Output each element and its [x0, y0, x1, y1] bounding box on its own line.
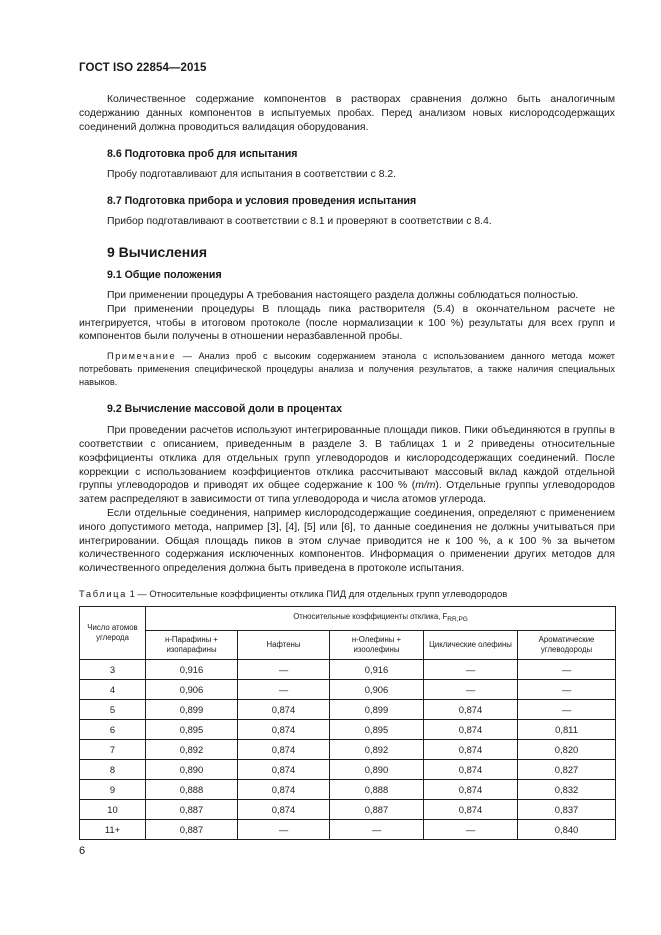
table-cell-value: —: [424, 679, 518, 699]
paragraph-8-7: Прибор подготавливают в соответствии с 8.1 и проверяют в соответствии с 8.4.: [107, 216, 492, 228]
table-cell-carbon-count: 5: [80, 699, 146, 719]
table-cell-value: 0,874: [424, 799, 518, 819]
table-cell-value: 0,890: [146, 759, 238, 779]
header-col-5: Ароматические углеводороды: [518, 630, 616, 659]
table-cell-value: 0,874: [238, 719, 330, 739]
table-cell-value: —: [518, 659, 616, 679]
intro-paragraph: Количественное содержание компонентов в растворах сравнения должно быть аналогичным содержанию данных компонентов в испытуемых пробах. Перед анализом новых кислородсодержащих соединений должна проводиться валидация оборудования.: [79, 94, 615, 133]
table-cell-value: 0,899: [146, 699, 238, 719]
table-cell-value: —: [238, 679, 330, 699]
table-caption-text: 1 — Относительные коэффициенты отклика ПИД для отдельных групп углеводородов: [126, 587, 508, 599]
table-cell-value: —: [424, 819, 518, 839]
table-cell-value: —: [424, 659, 518, 679]
table-cell-value: 0,832: [518, 779, 616, 799]
header-carbon-atoms: Число атомов углерода: [80, 606, 146, 659]
table-caption-label: Таблица: [79, 587, 127, 599]
mass-fraction-unit: m/m: [415, 480, 436, 492]
table-cell-value: 0,890: [330, 759, 424, 779]
page-content: [79, 93, 615, 840]
table-cell-value: —: [518, 699, 616, 719]
standard-header: ГОСТ ISO 22854—2015: [79, 62, 207, 74]
table-cell-value: —: [238, 659, 330, 679]
note-text: — Анализ проб с высоким содержанием этанола с использованием данного метода может потребовать применения специфической процедуры анализа и получения результатов, а также наличия специальных навыков.: [79, 351, 615, 388]
table-cell-value: 0,887: [330, 799, 424, 819]
table-row: [80, 799, 616, 819]
table-cell-carbon-count: 9: [80, 779, 146, 799]
table-cell-value: 0,892: [146, 739, 238, 759]
paragraph-9-2-a-part2: ). Отдельные группы углеводородов затем распределяют в зависимости от типа углеводорода и числа атомов углерода.: [79, 480, 615, 506]
paragraph-9-1-b: При применении процедуры В площадь пика растворителя (5.4) в окончательном расчете не интегрируется, чтобы в итоговом протоколе (после нормализации к 100 %) результаты для всех групп и компонентов были получены в отношении неразбавленной пробы.: [79, 303, 615, 343]
table-cell-value: 0,874: [238, 699, 330, 719]
paragraph-9-2-a: [79, 424, 615, 507]
header-col-2: Нафтены: [238, 630, 330, 659]
table-cell-value: 0,916: [330, 659, 424, 679]
table-cell-value: —: [518, 679, 616, 699]
table-cell-value: 0,874: [424, 739, 518, 759]
table-row: [80, 679, 616, 699]
header-response-factors: [146, 606, 616, 630]
table-row: [80, 819, 616, 839]
table-cell-carbon-count: 10: [80, 799, 146, 819]
heading-9: 9 Вычисления: [107, 243, 207, 260]
table-cell-value: 0,895: [330, 719, 424, 739]
table-caption: [79, 588, 615, 600]
table-cell-value: 0,820: [518, 739, 616, 759]
table-cell-value: 0,874: [424, 779, 518, 799]
table-cell-value: 0,874: [424, 699, 518, 719]
table-cell-carbon-count: 7: [80, 739, 146, 759]
table-row: [80, 779, 616, 799]
table-body: [80, 659, 616, 839]
heading-8-7: 8.7 Подготовка прибора и условия проведения испытания: [107, 195, 417, 208]
header-col-3: н-Олефины + изоолефины: [330, 630, 424, 659]
note-label: Примечание: [107, 351, 177, 362]
table-cell-value: 0,874: [238, 779, 330, 799]
table-cell-value: 0,906: [330, 679, 424, 699]
table-cell-value: 0,837: [518, 799, 616, 819]
table-cell-carbon-count: 4: [80, 679, 146, 699]
table-cell-value: 0,840: [518, 819, 616, 839]
table-cell-value: —: [330, 819, 424, 839]
table-row: [80, 739, 616, 759]
table-cell-value: 0,874: [424, 719, 518, 739]
page-number: 6: [79, 845, 86, 857]
table-row: [80, 659, 616, 679]
table-cell-value: —: [238, 819, 330, 839]
heading-9-2: 9.2 Вычисление массовой доли в процентах: [107, 403, 342, 416]
table-cell-carbon-count: 8: [80, 759, 146, 779]
table-cell-carbon-count: 6: [80, 719, 146, 739]
table-cell-value: 0,874: [238, 759, 330, 779]
table-cell-value: 0,874: [238, 799, 330, 819]
table-cell-value: 0,895: [146, 719, 238, 739]
paragraph-9-1-a: При применении процедуры А требования настоящего раздела должны соблюдаться полностью.: [107, 289, 579, 301]
table-cell-value: 0,887: [146, 819, 238, 839]
table-cell-value: 0,827: [518, 759, 616, 779]
header-col-4: Циклические олефины: [424, 630, 518, 659]
table-cell-value: 0,811: [518, 719, 616, 739]
table-cell-value: 0,874: [424, 759, 518, 779]
table-row: [80, 759, 616, 779]
table-cell-carbon-count: 3: [80, 659, 146, 679]
paragraph-8-6: Пробу подготавливают для испытания в соответствии с 8.2.: [107, 169, 397, 181]
header-response-factors-sub: RR,PG: [447, 616, 468, 624]
header-response-factors-text: Относительные коэффициенты отклика, F: [293, 612, 448, 622]
table-row: [80, 719, 616, 739]
note-9-1: [79, 350, 615, 389]
table-cell-value: 0,887: [146, 799, 238, 819]
table-cell-value: 0,899: [330, 699, 424, 719]
table-cell-value: 0,906: [146, 679, 238, 699]
table-cell-value: 0,888: [146, 779, 238, 799]
heading-9-1: 9.1 Общие положения: [107, 268, 222, 281]
table-row: [80, 699, 616, 719]
response-factor-table: [79, 606, 616, 840]
table-cell-carbon-count: 11+: [80, 819, 146, 839]
table-cell-value: 0,916: [146, 659, 238, 679]
paragraph-9-2-a-part1: При проведении расчетов используют интегрированные площади пиков. Пики объединяются в группы в соответствии с описанием, приведенным в разделе 3. В таблицах 1 и 2 приведены относительные коэффициенты отклика для отдельных групп углеводородов и кислородсодержащих соединений. После коррекции с использованием коэффициентов отклика рассчитывают массовый вклад каждой отдельной группы углеводородов и приводят их общее содержание к 100 % (: [79, 425, 615, 492]
paragraph-9-2-b: Если отдельные соединения, например кислородсодержащие соединения, определяют с применением иного допустимого метода, например [3], [4], [5] или [6], то данные соединения не должны учитываться при интегрировании. Общая площадь пиков в этом случае приводится не к 100 %, а к 100 % за вычетом количественного содержания исключенных компонентов. Информация о применении других методов для количественного определения должна быть приведена в протоколе испытания.: [79, 507, 615, 575]
header-col-1: н-Парафины + изопарафины: [146, 630, 238, 659]
heading-8-6: 8.6 Подготовка проб для испытания: [107, 148, 298, 161]
table-cell-value: 0,874: [238, 739, 330, 759]
table-cell-value: 0,888: [330, 779, 424, 799]
table-cell-value: 0,892: [330, 739, 424, 759]
